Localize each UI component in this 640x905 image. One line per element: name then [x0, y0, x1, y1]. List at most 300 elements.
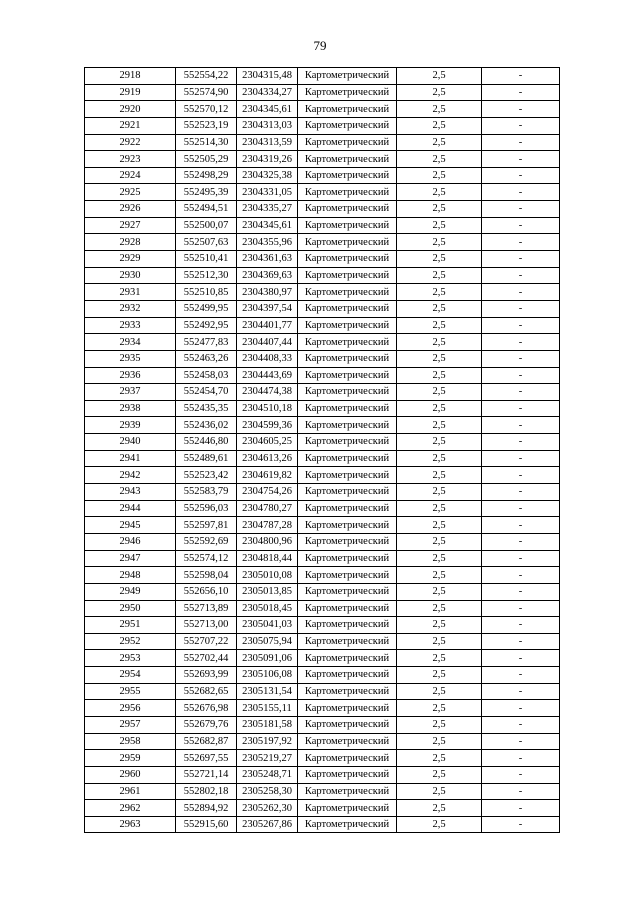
table-row: [85, 350, 560, 367]
note-cell: -: [482, 750, 560, 767]
table-row: [85, 267, 560, 284]
table-row: [85, 533, 560, 550]
note-cell: -: [482, 800, 560, 817]
point-number-cell: 2944: [85, 500, 176, 517]
point-number-cell: 2960: [85, 766, 176, 783]
x-coordinate-cell: 552656,10: [176, 583, 237, 600]
note-cell: -: [482, 450, 560, 467]
table-row: [85, 800, 560, 817]
accuracy-cell: 2,5: [397, 533, 482, 550]
y-coordinate-cell: 2304787,28: [237, 517, 298, 534]
point-number-cell: 2920: [85, 101, 176, 118]
method-cell: Картометрический: [298, 184, 397, 201]
y-coordinate-cell: 2305106,08: [237, 667, 298, 684]
accuracy-cell: 2,5: [397, 334, 482, 351]
point-number-cell: 2937: [85, 384, 176, 401]
accuracy-cell: 2,5: [397, 117, 482, 134]
accuracy-cell: 2,5: [397, 816, 482, 833]
accuracy-cell: 2,5: [397, 201, 482, 218]
point-number-cell: 2940: [85, 434, 176, 451]
method-cell: Картометрический: [298, 750, 397, 767]
x-coordinate-cell: 552554,22: [176, 68, 237, 85]
method-cell: Картометрический: [298, 583, 397, 600]
x-coordinate-cell: 552802,18: [176, 783, 237, 800]
point-number-cell: 2939: [85, 417, 176, 434]
point-number-cell: 2954: [85, 667, 176, 684]
y-coordinate-cell: 2305091,06: [237, 650, 298, 667]
note-cell: -: [482, 583, 560, 600]
point-number-cell: 2948: [85, 567, 176, 584]
method-cell: Картометрический: [298, 600, 397, 617]
table-row: [85, 134, 560, 151]
table-row: [85, 583, 560, 600]
accuracy-cell: 2,5: [397, 267, 482, 284]
x-coordinate-cell: 552463,26: [176, 350, 237, 367]
point-number-cell: 2927: [85, 217, 176, 234]
accuracy-cell: 2,5: [397, 400, 482, 417]
table-row: [85, 151, 560, 168]
method-cell: Картометрический: [298, 267, 397, 284]
x-coordinate-cell: 552676,98: [176, 700, 237, 717]
table-row: [85, 700, 560, 717]
accuracy-cell: 2,5: [397, 617, 482, 634]
table-row: [85, 234, 560, 251]
method-cell: Картометрический: [298, 167, 397, 184]
coordinates-table-body: [85, 68, 560, 833]
accuracy-cell: 2,5: [397, 500, 482, 517]
y-coordinate-cell: 2304443,69: [237, 367, 298, 384]
table-row: [85, 417, 560, 434]
point-number-cell: 2942: [85, 467, 176, 484]
method-cell: Картометрический: [298, 384, 397, 401]
accuracy-cell: 2,5: [397, 217, 482, 234]
note-cell: -: [482, 284, 560, 301]
table-row: [85, 683, 560, 700]
accuracy-cell: 2,5: [397, 284, 482, 301]
accuracy-cell: 2,5: [397, 783, 482, 800]
method-cell: Картометрический: [298, 533, 397, 550]
point-number-cell: 2934: [85, 334, 176, 351]
accuracy-cell: 2,5: [397, 300, 482, 317]
table-row: [85, 517, 560, 534]
method-cell: Картометрический: [298, 284, 397, 301]
table-row: [85, 367, 560, 384]
table-row: [85, 716, 560, 733]
y-coordinate-cell: 2304345,61: [237, 217, 298, 234]
note-cell: -: [482, 434, 560, 451]
table-row: [85, 484, 560, 501]
x-coordinate-cell: 552713,00: [176, 617, 237, 634]
note-cell: -: [482, 667, 560, 684]
y-coordinate-cell: 2304510,18: [237, 400, 298, 417]
note-cell: -: [482, 317, 560, 334]
note-cell: -: [482, 533, 560, 550]
table-row: [85, 434, 560, 451]
accuracy-cell: 2,5: [397, 384, 482, 401]
accuracy-cell: 2,5: [397, 667, 482, 684]
point-number-cell: 2921: [85, 117, 176, 134]
method-cell: Картометрический: [298, 550, 397, 567]
accuracy-cell: 2,5: [397, 583, 482, 600]
note-cell: -: [482, 417, 560, 434]
point-number-cell: 2952: [85, 633, 176, 650]
note-cell: -: [482, 217, 560, 234]
y-coordinate-cell: 2304754,26: [237, 484, 298, 501]
table-row: [85, 816, 560, 833]
method-cell: Картометрический: [298, 234, 397, 251]
note-cell: -: [482, 267, 560, 284]
table-row: [85, 400, 560, 417]
point-number-cell: 2918: [85, 68, 176, 85]
accuracy-cell: 2,5: [397, 251, 482, 268]
accuracy-cell: 2,5: [397, 633, 482, 650]
method-cell: Картометрический: [298, 334, 397, 351]
point-number-cell: 2962: [85, 800, 176, 817]
x-coordinate-cell: 552495,39: [176, 184, 237, 201]
x-coordinate-cell: 552713,89: [176, 600, 237, 617]
table-row: [85, 766, 560, 783]
note-cell: -: [482, 633, 560, 650]
x-coordinate-cell: 552702,44: [176, 650, 237, 667]
x-coordinate-cell: 552458,03: [176, 367, 237, 384]
x-coordinate-cell: 552454,70: [176, 384, 237, 401]
method-cell: Картометрический: [298, 450, 397, 467]
note-cell: -: [482, 68, 560, 85]
x-coordinate-cell: 552499,95: [176, 300, 237, 317]
point-number-cell: 2923: [85, 151, 176, 168]
accuracy-cell: 2,5: [397, 84, 482, 101]
method-cell: Картометрический: [298, 400, 397, 417]
x-coordinate-cell: 552597,81: [176, 517, 237, 534]
point-number-cell: 2936: [85, 367, 176, 384]
accuracy-cell: 2,5: [397, 567, 482, 584]
point-number-cell: 2941: [85, 450, 176, 467]
y-coordinate-cell: 2304313,03: [237, 117, 298, 134]
accuracy-cell: 2,5: [397, 766, 482, 783]
y-coordinate-cell: 2305248,71: [237, 766, 298, 783]
note-cell: -: [482, 400, 560, 417]
note-cell: -: [482, 683, 560, 700]
x-coordinate-cell: 552436,02: [176, 417, 237, 434]
x-coordinate-cell: 552574,90: [176, 84, 237, 101]
note-cell: -: [482, 167, 560, 184]
y-coordinate-cell: 2304325,38: [237, 167, 298, 184]
point-number-cell: 2928: [85, 234, 176, 251]
point-number-cell: 2926: [85, 201, 176, 218]
note-cell: -: [482, 550, 560, 567]
x-coordinate-cell: 552523,19: [176, 117, 237, 134]
method-cell: Картометрический: [298, 417, 397, 434]
method-cell: Картометрический: [298, 700, 397, 717]
y-coordinate-cell: 2304380,97: [237, 284, 298, 301]
x-coordinate-cell: 552679,76: [176, 716, 237, 733]
point-number-cell: 2956: [85, 700, 176, 717]
note-cell: -: [482, 700, 560, 717]
point-number-cell: 2943: [85, 484, 176, 501]
y-coordinate-cell: 2304407,44: [237, 334, 298, 351]
note-cell: -: [482, 350, 560, 367]
table-row: [85, 184, 560, 201]
note-cell: -: [482, 467, 560, 484]
accuracy-cell: 2,5: [397, 467, 482, 484]
x-coordinate-cell: 552446,80: [176, 434, 237, 451]
point-number-cell: 2931: [85, 284, 176, 301]
x-coordinate-cell: 552477,83: [176, 334, 237, 351]
x-coordinate-cell: 552598,04: [176, 567, 237, 584]
method-cell: Картометрический: [298, 617, 397, 634]
method-cell: Картометрический: [298, 317, 397, 334]
x-coordinate-cell: 552494,51: [176, 201, 237, 218]
note-cell: -: [482, 600, 560, 617]
y-coordinate-cell: 2304619,82: [237, 467, 298, 484]
note-cell: -: [482, 816, 560, 833]
y-coordinate-cell: 2304605,25: [237, 434, 298, 451]
x-coordinate-cell: 552505,29: [176, 151, 237, 168]
y-coordinate-cell: 2304780,27: [237, 500, 298, 517]
note-cell: -: [482, 617, 560, 634]
y-coordinate-cell: 2304401,77: [237, 317, 298, 334]
accuracy-cell: 2,5: [397, 417, 482, 434]
x-coordinate-cell: 552693,99: [176, 667, 237, 684]
x-coordinate-cell: 552682,87: [176, 733, 237, 750]
y-coordinate-cell: 2304345,61: [237, 101, 298, 118]
accuracy-cell: 2,5: [397, 600, 482, 617]
note-cell: -: [482, 367, 560, 384]
method-cell: Картометрический: [298, 716, 397, 733]
table-row: [85, 201, 560, 218]
note-cell: -: [482, 567, 560, 584]
accuracy-cell: 2,5: [397, 234, 482, 251]
accuracy-cell: 2,5: [397, 484, 482, 501]
x-coordinate-cell: 552512,30: [176, 267, 237, 284]
note-cell: -: [482, 184, 560, 201]
y-coordinate-cell: 2304818,44: [237, 550, 298, 567]
note-cell: -: [482, 117, 560, 134]
note-cell: -: [482, 251, 560, 268]
method-cell: Картометрический: [298, 151, 397, 168]
accuracy-cell: 2,5: [397, 750, 482, 767]
table-row: [85, 334, 560, 351]
x-coordinate-cell: 552498,29: [176, 167, 237, 184]
table-row: [85, 450, 560, 467]
x-coordinate-cell: 552583,79: [176, 484, 237, 501]
y-coordinate-cell: 2305010,08: [237, 567, 298, 584]
accuracy-cell: 2,5: [397, 317, 482, 334]
point-number-cell: 2935: [85, 350, 176, 367]
point-number-cell: 2958: [85, 733, 176, 750]
method-cell: Картометрический: [298, 350, 397, 367]
y-coordinate-cell: 2304800,96: [237, 533, 298, 550]
y-coordinate-cell: 2304315,48: [237, 68, 298, 85]
x-coordinate-cell: 552523,42: [176, 467, 237, 484]
y-coordinate-cell: 2305197,92: [237, 733, 298, 750]
point-number-cell: 2955: [85, 683, 176, 700]
y-coordinate-cell: 2305013,85: [237, 583, 298, 600]
y-coordinate-cell: 2305131,54: [237, 683, 298, 700]
note-cell: -: [482, 201, 560, 218]
x-coordinate-cell: 552721,14: [176, 766, 237, 783]
point-number-cell: 2924: [85, 167, 176, 184]
method-cell: Картометрический: [298, 633, 397, 650]
method-cell: Картометрический: [298, 134, 397, 151]
accuracy-cell: 2,5: [397, 683, 482, 700]
point-number-cell: 2919: [85, 84, 176, 101]
y-coordinate-cell: 2305155,11: [237, 700, 298, 717]
method-cell: Картометрический: [298, 367, 397, 384]
y-coordinate-cell: 2304313,59: [237, 134, 298, 151]
method-cell: Картометрический: [298, 101, 397, 118]
accuracy-cell: 2,5: [397, 151, 482, 168]
table-row: [85, 101, 560, 118]
accuracy-cell: 2,5: [397, 550, 482, 567]
table-row: [85, 84, 560, 101]
x-coordinate-cell: 552915,60: [176, 816, 237, 833]
x-coordinate-cell: 552592,69: [176, 533, 237, 550]
note-cell: -: [482, 517, 560, 534]
method-cell: Картометрический: [298, 484, 397, 501]
accuracy-cell: 2,5: [397, 167, 482, 184]
y-coordinate-cell: 2304335,27: [237, 201, 298, 218]
table-row: [85, 633, 560, 650]
x-coordinate-cell: 552510,85: [176, 284, 237, 301]
accuracy-cell: 2,5: [397, 450, 482, 467]
method-cell: Картометрический: [298, 650, 397, 667]
y-coordinate-cell: 2305267,86: [237, 816, 298, 833]
note-cell: -: [482, 500, 560, 517]
table-row: [85, 650, 560, 667]
accuracy-cell: 2,5: [397, 184, 482, 201]
method-cell: Картометрический: [298, 766, 397, 783]
accuracy-cell: 2,5: [397, 517, 482, 534]
table-row: [85, 467, 560, 484]
table-row: [85, 567, 560, 584]
table-row: [85, 733, 560, 750]
table-row: [85, 217, 560, 234]
y-coordinate-cell: 2304613,26: [237, 450, 298, 467]
method-cell: Картометрический: [298, 733, 397, 750]
note-cell: -: [482, 334, 560, 351]
point-number-cell: 2946: [85, 533, 176, 550]
point-number-cell: 2951: [85, 617, 176, 634]
x-coordinate-cell: 552500,07: [176, 217, 237, 234]
y-coordinate-cell: 2305075,94: [237, 633, 298, 650]
x-coordinate-cell: 552894,92: [176, 800, 237, 817]
method-cell: Картометрический: [298, 567, 397, 584]
coordinates-table: [84, 67, 560, 833]
note-cell: -: [482, 101, 560, 118]
note-cell: -: [482, 384, 560, 401]
table-row: [85, 68, 560, 85]
accuracy-cell: 2,5: [397, 134, 482, 151]
table-row: [85, 617, 560, 634]
y-coordinate-cell: 2305219,27: [237, 750, 298, 767]
point-number-cell: 2959: [85, 750, 176, 767]
table-row: [85, 117, 560, 134]
note-cell: -: [482, 134, 560, 151]
point-number-cell: 2938: [85, 400, 176, 417]
method-cell: Картометрический: [298, 217, 397, 234]
method-cell: Картометрический: [298, 816, 397, 833]
x-coordinate-cell: 552707,22: [176, 633, 237, 650]
method-cell: Картометрический: [298, 300, 397, 317]
y-coordinate-cell: 2304474,38: [237, 384, 298, 401]
method-cell: Картометрический: [298, 117, 397, 134]
table-row: [85, 167, 560, 184]
table-row: [85, 783, 560, 800]
point-number-cell: 2945: [85, 517, 176, 534]
y-coordinate-cell: 2304319,26: [237, 151, 298, 168]
page-number: 79: [313, 38, 327, 53]
table-row: [85, 284, 560, 301]
point-number-cell: 2947: [85, 550, 176, 567]
note-cell: -: [482, 484, 560, 501]
table-row: [85, 317, 560, 334]
x-coordinate-cell: 552435,35: [176, 400, 237, 417]
note-cell: -: [482, 300, 560, 317]
point-number-cell: 2933: [85, 317, 176, 334]
point-number-cell: 2925: [85, 184, 176, 201]
method-cell: Картометрический: [298, 783, 397, 800]
y-coordinate-cell: 2304331,05: [237, 184, 298, 201]
accuracy-cell: 2,5: [397, 733, 482, 750]
point-number-cell: 2953: [85, 650, 176, 667]
table-row: [85, 667, 560, 684]
method-cell: Картометрический: [298, 201, 397, 218]
accuracy-cell: 2,5: [397, 434, 482, 451]
method-cell: Картометрический: [298, 467, 397, 484]
point-number-cell: 2961: [85, 783, 176, 800]
table-row: [85, 600, 560, 617]
note-cell: -: [482, 234, 560, 251]
x-coordinate-cell: 552510,41: [176, 251, 237, 268]
x-coordinate-cell: 552507,63: [176, 234, 237, 251]
x-coordinate-cell: 552697,55: [176, 750, 237, 767]
method-cell: Картометрический: [298, 251, 397, 268]
x-coordinate-cell: 552682,65: [176, 683, 237, 700]
note-cell: -: [482, 783, 560, 800]
method-cell: Картометрический: [298, 800, 397, 817]
x-coordinate-cell: 552489,61: [176, 450, 237, 467]
accuracy-cell: 2,5: [397, 367, 482, 384]
y-coordinate-cell: 2305041,03: [237, 617, 298, 634]
point-number-cell: 2950: [85, 600, 176, 617]
x-coordinate-cell: 552596,03: [176, 500, 237, 517]
method-cell: Картометрический: [298, 500, 397, 517]
x-coordinate-cell: 552570,12: [176, 101, 237, 118]
y-coordinate-cell: 2304397,54: [237, 300, 298, 317]
method-cell: Картометрический: [298, 68, 397, 85]
point-number-cell: 2932: [85, 300, 176, 317]
method-cell: Картометрический: [298, 517, 397, 534]
y-coordinate-cell: 2304334,27: [237, 84, 298, 101]
note-cell: -: [482, 84, 560, 101]
x-coordinate-cell: 552514,30: [176, 134, 237, 151]
x-coordinate-cell: 552574,12: [176, 550, 237, 567]
note-cell: -: [482, 766, 560, 783]
x-coordinate-cell: 552492,95: [176, 317, 237, 334]
accuracy-cell: 2,5: [397, 350, 482, 367]
table-row: [85, 550, 560, 567]
y-coordinate-cell: 2305181,58: [237, 716, 298, 733]
y-coordinate-cell: 2304599,36: [237, 417, 298, 434]
accuracy-cell: 2,5: [397, 716, 482, 733]
method-cell: Картометрический: [298, 683, 397, 700]
accuracy-cell: 2,5: [397, 700, 482, 717]
point-number-cell: 2957: [85, 716, 176, 733]
table-row: [85, 750, 560, 767]
y-coordinate-cell: 2304369,63: [237, 267, 298, 284]
point-number-cell: 2949: [85, 583, 176, 600]
